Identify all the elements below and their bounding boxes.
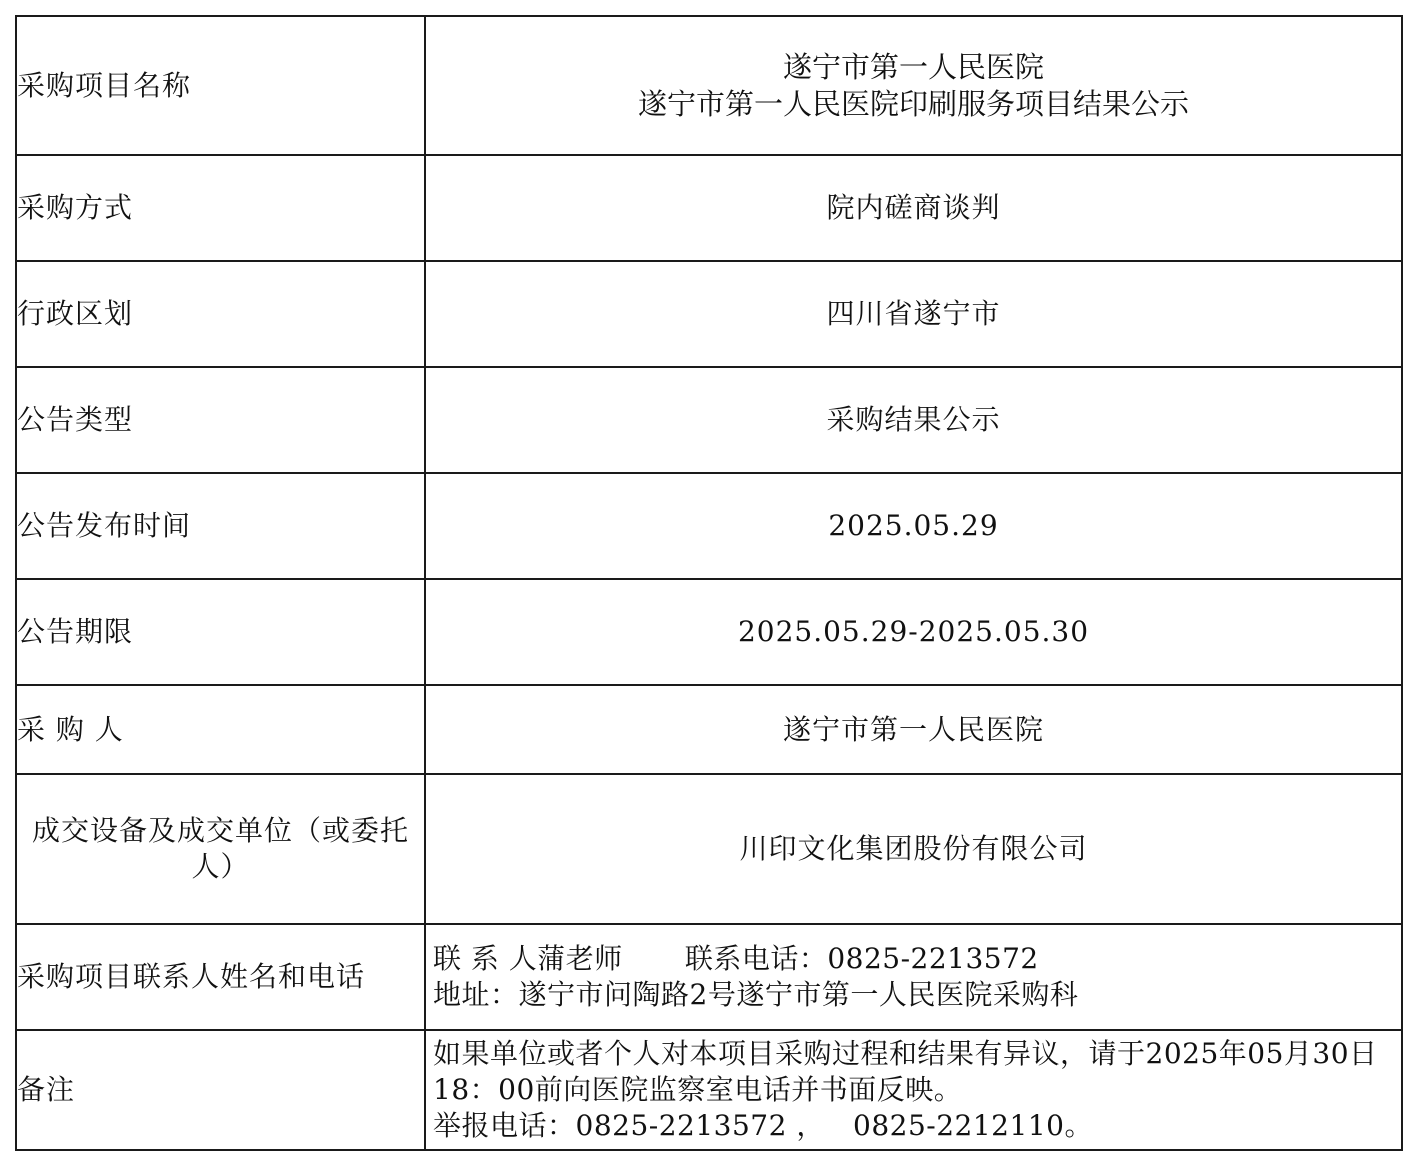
row-value-contact bbox=[425, 924, 1402, 1030]
contact-line bbox=[433, 941, 1401, 977]
project-title-line-2: 遂宁市第一人民医院印刷服务项目结果公示 bbox=[637, 86, 1189, 121]
table-row bbox=[16, 261, 1402, 367]
table-row bbox=[16, 924, 1402, 1030]
row-value-notice-type: 采购结果公示 bbox=[425, 367, 1402, 473]
contact-phone: 联系电话：0825-2213572 bbox=[684, 942, 1039, 975]
row-label-region: 行政区划 bbox=[16, 261, 425, 367]
table-row bbox=[16, 16, 1402, 155]
remark-objection-text: 如果单位或者个人对本项目采购过程和结果有异议，请于2025年05月30日18：00前向医院监察室电话并书面反映。 bbox=[433, 1037, 1378, 1106]
row-label-procurement-method: 采购方式 bbox=[16, 155, 425, 261]
row-label-purchaser: 采 购 人 bbox=[16, 685, 425, 774]
table-row bbox=[16, 579, 1402, 685]
procurement-notice-table bbox=[15, 15, 1403, 1151]
row-value-notice-period: 2025.05.29-2025.05.30 bbox=[425, 579, 1402, 685]
row-label-winning-supplier: 成交设备及成交单位（或委托人） bbox=[16, 774, 425, 924]
row-value-publish-date: 2025.05.29 bbox=[425, 473, 1402, 579]
row-value-region: 四川省遂宁市 bbox=[425, 261, 1402, 367]
row-label-remarks: 备注 bbox=[16, 1030, 425, 1150]
table-row bbox=[16, 473, 1402, 579]
contact-person: 联 系 人蒲老师 bbox=[433, 942, 623, 975]
row-label-notice-period: 公告期限 bbox=[16, 579, 425, 685]
table-row bbox=[16, 685, 1402, 774]
contact-address: 地址：遂宁市问陶路2号遂宁市第一人民医院采购科 bbox=[433, 978, 1079, 1011]
row-value-remarks bbox=[425, 1030, 1402, 1150]
row-label-project-name: 采购项目名称 bbox=[16, 16, 425, 155]
table-row bbox=[16, 155, 1402, 261]
row-value-winning-supplier: 川印文化集团股份有限公司 bbox=[425, 774, 1402, 924]
table-row bbox=[16, 774, 1402, 924]
row-value-project-name bbox=[425, 16, 1402, 155]
table-row bbox=[16, 1030, 1402, 1150]
remark-report-phones: 举报电话：0825-2213572 ， 0825-2212110。 bbox=[433, 1109, 1093, 1142]
project-title-line-1: 遂宁市第一人民医院 bbox=[782, 49, 1044, 84]
table-row bbox=[16, 367, 1402, 473]
row-label-publish-date: 公告发布时间 bbox=[16, 473, 425, 579]
row-label-contact: 采购项目联系人姓名和电话 bbox=[16, 924, 425, 1030]
row-label-notice-type: 公告类型 bbox=[16, 367, 425, 473]
row-value-procurement-method: 院内磋商谈判 bbox=[425, 155, 1402, 261]
row-value-purchaser: 遂宁市第一人民医院 bbox=[425, 685, 1402, 774]
